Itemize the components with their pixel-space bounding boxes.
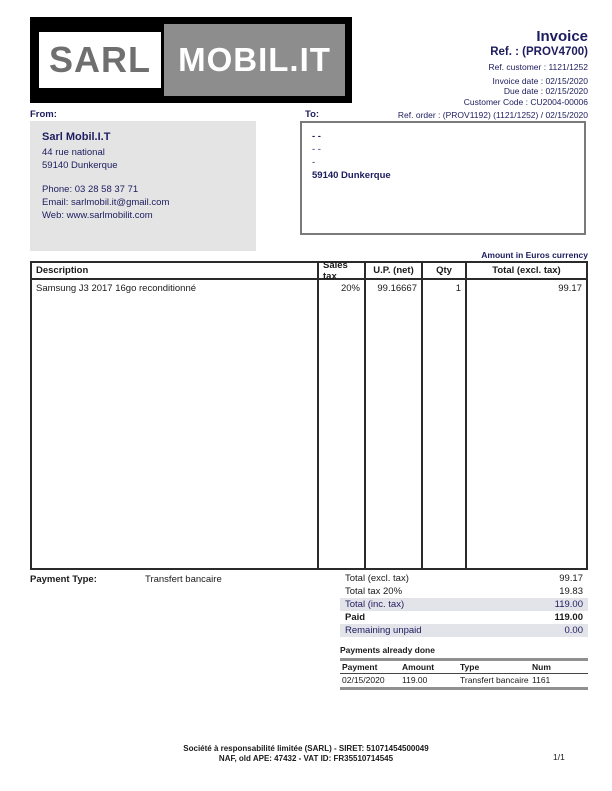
logo-mobilit-text: MOBIL.IT (178, 41, 331, 78)
from-box (30, 121, 256, 251)
from-web: Web: www.sarlmobilit.com (42, 210, 153, 221)
from-label: From: (30, 109, 57, 120)
payments-header-row (340, 661, 588, 674)
remaining-unpaid-row (340, 624, 588, 637)
col-header-description: Description (32, 263, 317, 280)
items-table (30, 261, 588, 570)
payments-block (340, 645, 588, 690)
total-excl-tax-label: Total (excl. tax) (345, 573, 409, 584)
payments-header-payment: Payment (342, 662, 378, 672)
invoice-ref: Ref. : (PROV4700) (490, 46, 588, 58)
logo-sarl-text: SARL (49, 39, 151, 80)
item-total: 99.17 (465, 280, 586, 568)
invoice-ref-order: Ref. order : (PROV1192) (1121/1252) / 02/15/2020 (397, 110, 588, 120)
payments-header-num: Num (532, 662, 551, 672)
payments-header-type: Type (460, 662, 480, 672)
payment-num: 1161 (532, 675, 551, 685)
footer-legal-line2: NAF, old APE: 47432 - VAT ID: FR35510714545 (218, 753, 394, 763)
payments-title: Payments already done (340, 645, 435, 655)
from-company-name: Sarl Mobil.I.T (42, 131, 111, 143)
to-line2: - - (312, 144, 321, 155)
from-phone: Phone: 03 28 58 37 71 (42, 184, 139, 195)
to-line1: - - (312, 131, 321, 142)
totals-block (340, 572, 588, 637)
col-header-total: Total (excl. tax) (465, 263, 586, 280)
logo-sarl-block (39, 32, 161, 88)
company-logo (30, 17, 352, 103)
total-inc-tax-label: Total (inc. tax) (345, 599, 405, 610)
col-header-up-net: U.P. (net) (364, 263, 421, 280)
paid-label: Paid (345, 612, 366, 623)
footer (0, 744, 612, 763)
item-description: Samsung J3 2017 16go reconditionné (36, 283, 197, 294)
to-line4: 59140 Dunkerque (312, 170, 391, 181)
item-sales-tax: 20% (317, 280, 364, 568)
paid-row (340, 611, 588, 624)
total-excl-tax-row (340, 572, 588, 585)
from-address-line1: 44 rue national (42, 147, 105, 158)
invoice-due-date: Due date : 02/15/2020 (503, 86, 588, 96)
invoice-customer-code: Customer Code : CU2004-00006 (463, 96, 588, 107)
item-qty: 1 (421, 280, 465, 568)
item-unit-price: 99.16667 (364, 280, 421, 568)
from-address-line2: 59140 Dunkerque (42, 160, 118, 171)
remaining-unpaid-label: Remaining unpaid (345, 625, 422, 636)
to-box (300, 121, 586, 235)
paid-value: 119.00 (554, 612, 583, 623)
total-excl-tax-value: 99.17 (559, 573, 583, 584)
from-email: Email: sarlmobil.it@gmail.com (42, 197, 170, 208)
footer-legal-line1: Société à responsabilité limitée (SARL) - SIRET: 51071454500049 (183, 744, 429, 753)
payment-type-value: Transfert bancaire (145, 574, 222, 585)
total-tax-row (340, 585, 588, 598)
payment-type: Transfert bancaire (460, 675, 529, 685)
currency-note: Amount in Euros currency (481, 250, 588, 260)
col-header-qty: Qty (421, 263, 465, 280)
invoice-header (398, 29, 588, 121)
page-number: 1/1 (553, 752, 565, 762)
remaining-unpaid-value: 0.00 (564, 625, 583, 636)
to-line3: - (312, 157, 316, 168)
logo-mobilit-block (164, 24, 345, 96)
col-header-sales-tax: Sales tax (317, 263, 364, 280)
payments-table (340, 658, 588, 690)
payment-date: 02/15/2020 (342, 675, 385, 685)
invoice-ref-customer: Ref. customer : 1121/1252 (488, 62, 588, 72)
total-inc-tax-row (340, 598, 588, 611)
total-inc-tax-value: 119.00 (554, 599, 583, 610)
payment-amount: 119.00 (402, 675, 428, 685)
payments-data-row (340, 674, 588, 687)
payments-header-amount: Amount (402, 662, 435, 672)
invoice-title: Invoice (536, 28, 588, 45)
to-label: To: (305, 109, 320, 120)
total-tax-label: Total tax 20% (345, 586, 403, 597)
invoice-date: Invoice date : 02/15/2020 (492, 75, 588, 86)
payment-type-label: Payment Type: (30, 574, 97, 585)
total-tax-value: 19.83 (559, 586, 583, 597)
